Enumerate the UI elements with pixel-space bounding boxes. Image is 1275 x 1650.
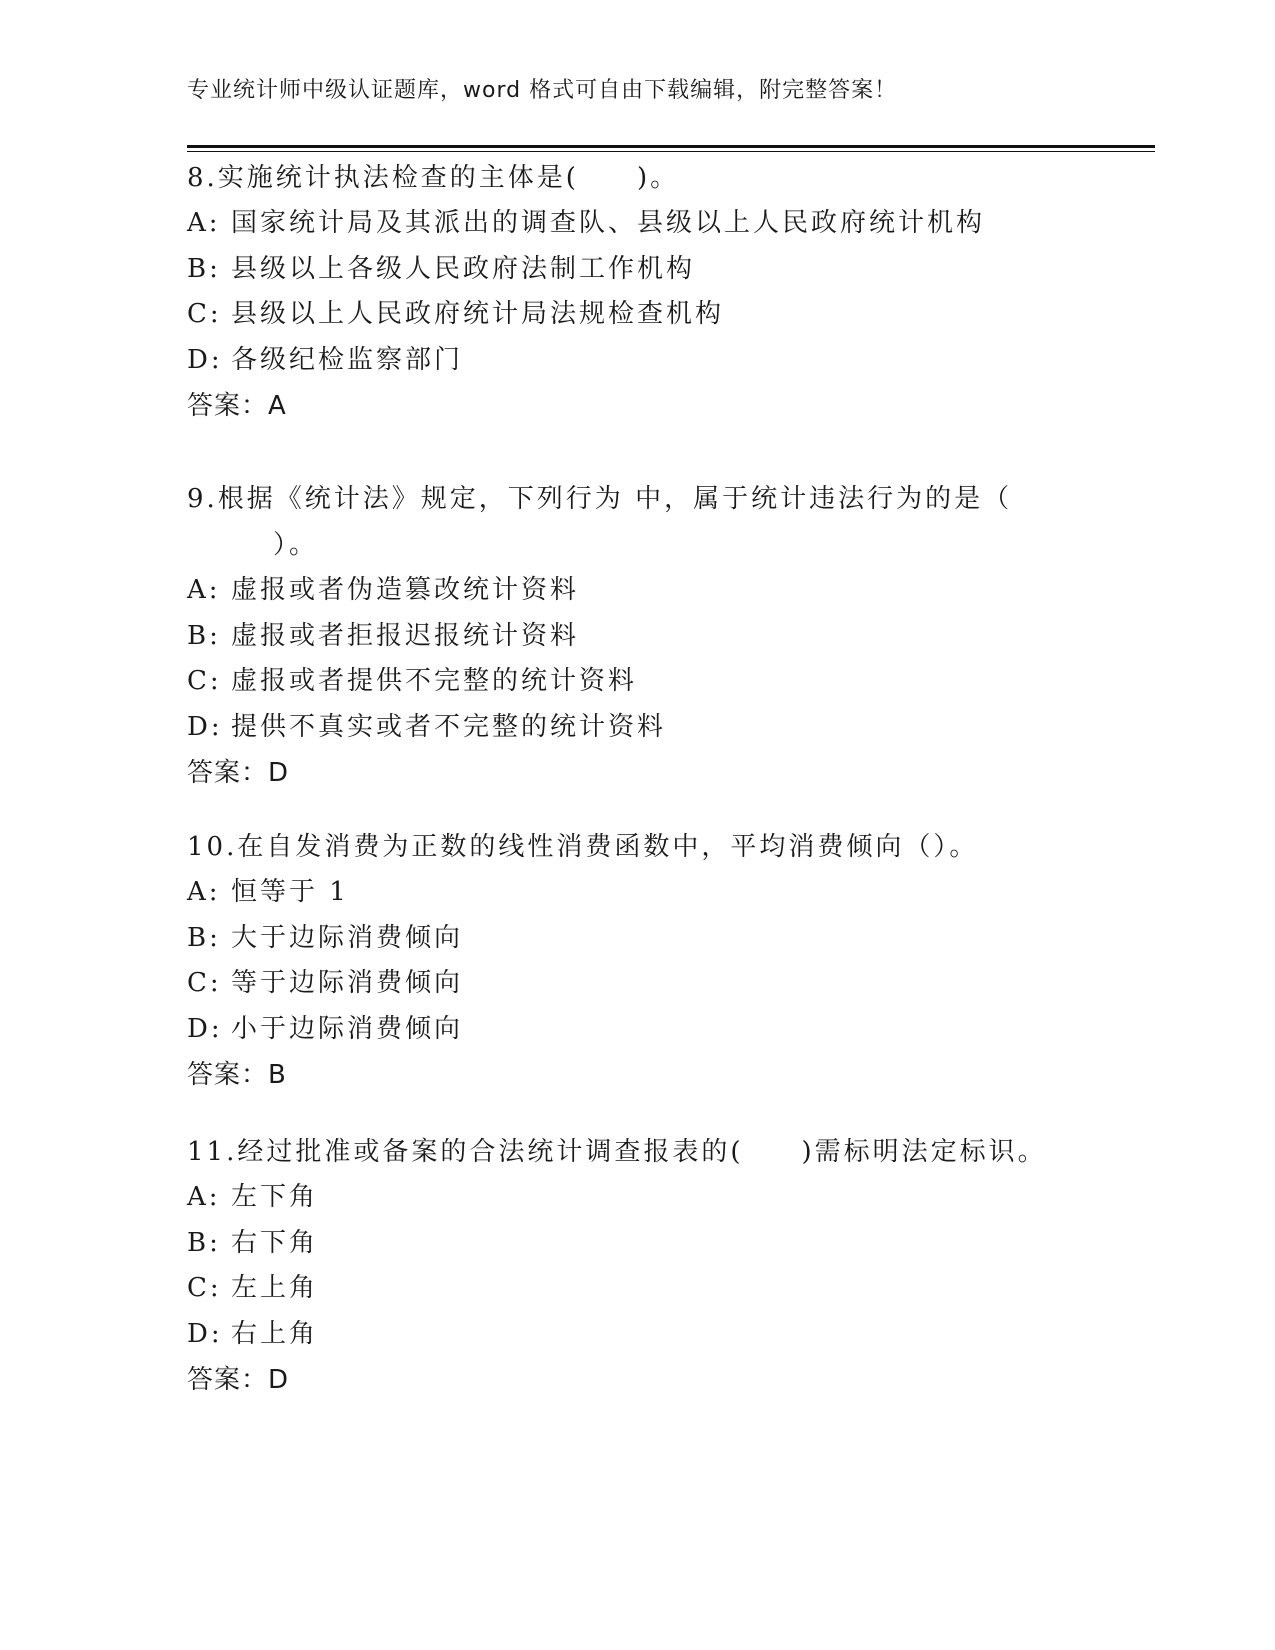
question-8	[187, 155, 1087, 429]
option-letter: D:	[187, 1318, 223, 1349]
option-text: 右上角	[231, 1318, 319, 1349]
question-stem	[187, 476, 1087, 568]
option-text: 虚报或者伪造篡改统计资料	[231, 575, 580, 605]
option-b	[187, 614, 1087, 660]
option-d	[187, 338, 1087, 384]
option-c	[187, 1266, 1087, 1312]
option-letter: C:	[187, 1273, 222, 1303]
option-letter: B:	[187, 620, 221, 651]
option-b	[187, 916, 1087, 962]
question-stem-continuation: ）。	[273, 530, 319, 560]
option-d	[187, 705, 1087, 751]
option-letter: A:	[187, 1182, 221, 1212]
option-letter: C:	[187, 666, 222, 696]
option-letter: B:	[187, 922, 221, 953]
option-text: 右下角	[231, 1227, 319, 1258]
question-stem-text: 9.根据《统计法》规定，下列行为 中，属于统计违法行为的是（	[187, 484, 1013, 514]
document-header: 专业统计师中级认证题库，word 格式可自由下载编辑，附完整答案！	[187, 78, 898, 103]
question-stem	[187, 155, 1087, 201]
option-a	[187, 870, 1087, 916]
answer-line: 答案：A	[187, 391, 287, 421]
option-b	[187, 1221, 1087, 1267]
option-b	[187, 247, 1087, 293]
option-letter: C:	[187, 968, 222, 998]
option-c	[187, 961, 1087, 1007]
option-a	[187, 201, 1087, 247]
option-d	[187, 1007, 1087, 1053]
option-text: 虚报或者提供不完整的统计资料	[231, 666, 638, 696]
option-text: 等于边际消费倾向	[231, 968, 464, 998]
option-text: 虚报或者拒报迟报统计资料	[231, 620, 580, 651]
option-a	[187, 1175, 1087, 1221]
option-text: 县级以上人民政府统计局法规检查机构	[231, 299, 725, 329]
question-stem-text: 11.经过批准或备案的合法统计调查报表的( )需标明法定标识。	[187, 1137, 1047, 1167]
answer-line: 答案：D	[187, 1365, 290, 1395]
option-letter: D:	[187, 1013, 223, 1044]
option-letter: C:	[187, 299, 222, 329]
header-rule-thin	[187, 151, 1155, 152]
option-letter: B:	[187, 253, 221, 284]
option-letter: A:	[187, 877, 221, 907]
option-letter: D:	[187, 711, 223, 742]
answer-line: 答案：D	[187, 758, 290, 788]
option-text: 提供不真实或者不完整的统计资料	[231, 711, 667, 742]
option-c	[187, 292, 1087, 338]
option-text: 大于边际消费倾向	[231, 922, 464, 953]
option-text: 国家统计局及其派出的调查队、县级以上人民政府统计机构	[231, 208, 986, 238]
option-text: 恒等于 1	[231, 877, 349, 907]
option-c	[187, 659, 1087, 705]
option-letter: B:	[187, 1227, 221, 1258]
option-letter: A:	[187, 208, 221, 238]
option-text: 左上角	[231, 1273, 319, 1303]
question-stem	[187, 1129, 1087, 1175]
option-letter: A:	[187, 575, 221, 605]
option-letter: D:	[187, 344, 223, 375]
option-text: 各级纪检监察部门	[231, 344, 464, 375]
option-text: 县级以上各级人民政府法制工作机构	[231, 253, 696, 284]
question-stem-text: 10.在自发消费为正数的线性消费函数中，平均消费倾向（）。	[187, 832, 979, 862]
option-text: 左下角	[231, 1182, 319, 1212]
question-stem	[187, 824, 1087, 870]
option-a	[187, 568, 1087, 614]
question-11	[187, 1129, 1087, 1403]
question-stem-text: 8.实施统计执法检查的主体是( )。	[187, 163, 680, 193]
option-d	[187, 1312, 1087, 1358]
header-rule-thick	[187, 145, 1155, 148]
question-10	[187, 824, 1087, 1098]
answer-line: 答案：B	[187, 1060, 287, 1090]
option-text: 小于边际消费倾向	[231, 1013, 464, 1044]
question-9	[187, 476, 1087, 796]
